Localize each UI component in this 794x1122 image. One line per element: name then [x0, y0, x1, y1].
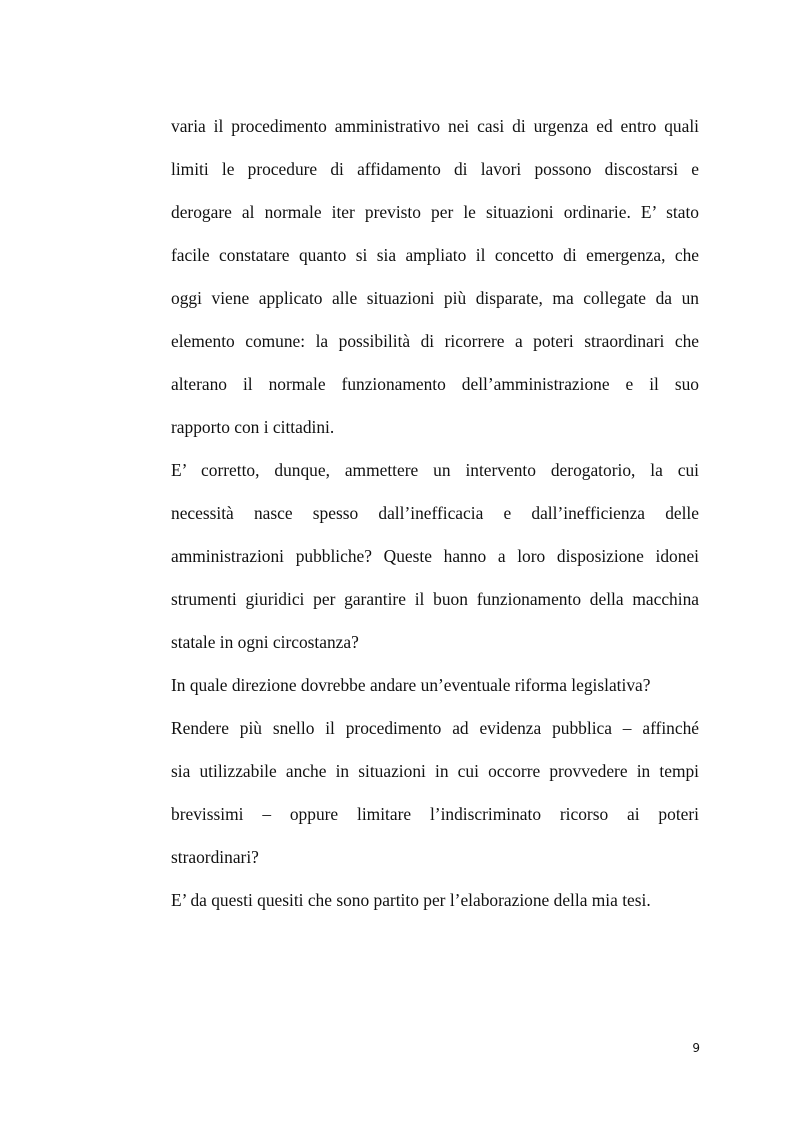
text-line: Rendere più snello il procedimento ad evidenza pubblica – affinché	[171, 718, 699, 738]
text-line: E’ da questi quesiti che sono partito per l’elaborazione della mia tesi.	[171, 890, 651, 910]
text-line: sia utilizzabile anche in situazioni in cui occorre provvedere in tempi	[171, 761, 699, 781]
body-text	[171, 112, 699, 929]
text-line: E’ corretto, dunque, ammettere un intervento derogatorio, la cui	[171, 460, 699, 480]
text-line: limiti le procedure di affidamento di lavori possono discostarsi e	[171, 159, 699, 179]
page-number: 9	[692, 1041, 700, 1055]
text-line: straordinari?	[171, 847, 259, 867]
text-line: amministrazioni pubbliche? Queste hanno a loro disposizione idonei	[171, 546, 699, 566]
text-line: necessità nasce spesso dall’inefficacia e dall’inefficienza delle	[171, 503, 699, 523]
text-line: varia il procedimento amministrativo nei casi di urgenza ed entro quali	[171, 116, 699, 136]
text-line: strumenti giuridici per garantire il buon funzionamento della macchina	[171, 589, 699, 609]
text-line: statale in ogni circostanza?	[171, 632, 359, 652]
text-line: elemento comune: la possibilità di ricorrere a poteri straordinari che	[171, 331, 699, 351]
text-line: alterano il normale funzionamento dell’amministrazione e il suo	[171, 374, 699, 394]
text-line: facile constatare quanto si sia ampliato il concetto di emergenza, che	[171, 245, 699, 265]
text-line: oggi viene applicato alle situazioni più disparate, ma collegate da un	[171, 288, 699, 308]
text-line: rapporto con i cittadini.	[171, 417, 335, 437]
text-line: brevissimi – oppure limitare l’indiscriminato ricorso ai poteri	[171, 804, 699, 824]
text-line: In quale direzione dovrebbe andare un’eventuale riforma legislativa?	[171, 675, 651, 695]
text-line: derogare al normale iter previsto per le situazioni ordinarie. E’ stato	[171, 202, 699, 222]
